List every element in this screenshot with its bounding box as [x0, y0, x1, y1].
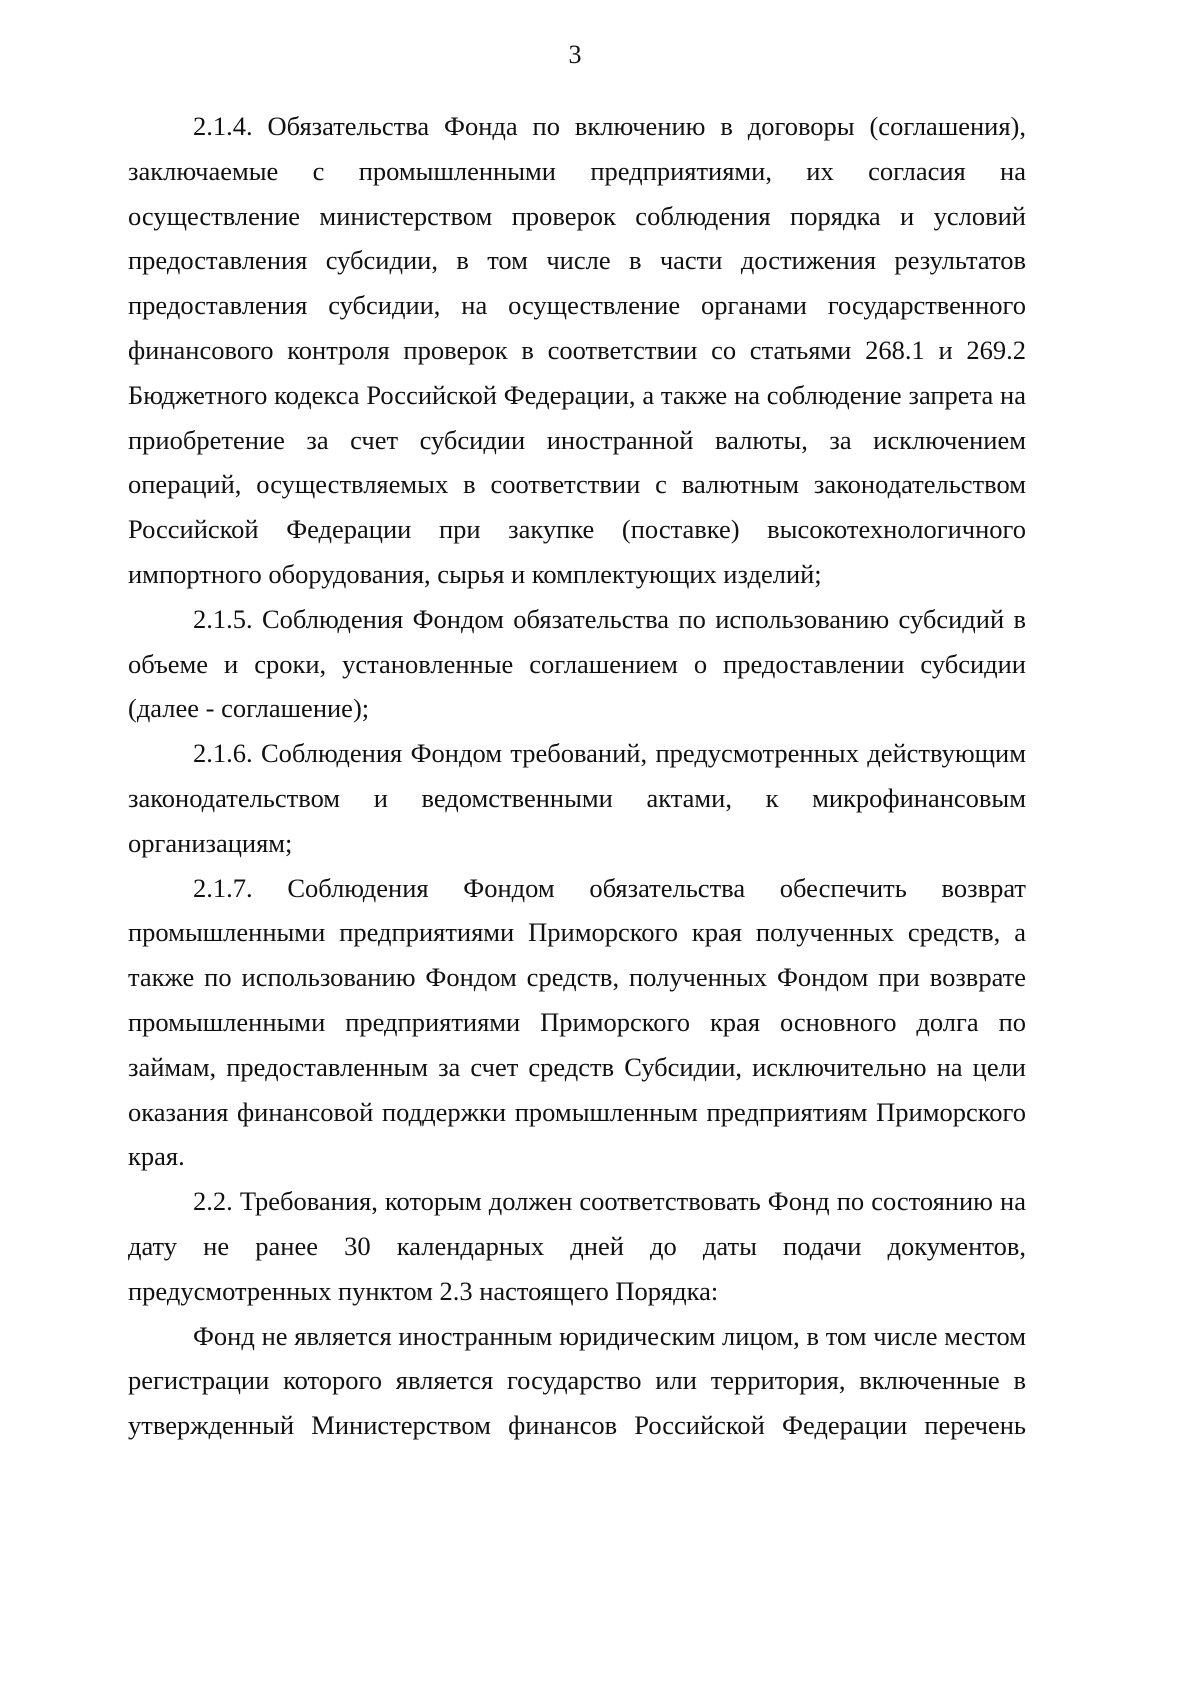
- paragraph-2-1-5: 2.1.5. Соблюдения Фондом обязательства по использованию субсидий в объеме и сроки, установленные соглашением о предоставлении субсидии (далее - соглашение);: [128, 603, 1026, 724]
- paragraph-2-1-6: 2.1.6. Соблюдения Фондом требований, предусмотренных действующим законодательством и ведомственными актами, к микрофинансовым организациям;: [128, 738, 1026, 858]
- paragraph-2-2-fund-requirement: Фонд не является иностранным юридическим лицом, в том числе местом регистрации которого является государство или территория, включенные в утвержденный Министерством финансов Российской Федерации перечень: [128, 1320, 1026, 1441]
- page-number: 3: [568, 40, 582, 69]
- paragraph-2-2: 2.2. Требования, которым должен соответствовать Фонд по состоянию на дату не ранее 30 календарных дней до даты подачи документов, предусмотренных пунктом 2.3 настоящего Порядка:: [128, 1186, 1026, 1306]
- paragraph-2-1-7: 2.1.7. Соблюдения Фондом обязательства обеспечить возврат промышленными предприятиями Приморского края полученных средств, а также по использованию Фондом средств, полученных Фондом при возврате промышленными предприятиями Приморского края основного долга по займам, предоставленным за счет средств Субсидии, исключительно на цели оказания финансовой поддержки промышленным предприятиям Приморского края.: [128, 872, 1026, 1172]
- paragraph-2-1-4: 2.1.4. Обязательства Фонда по включению в договоры (соглашения), заключаемые с промышленными предприятиями, их согласия на осуществление министерством проверок соблюдения порядка и условий предоставления субсидии, в том числе в части достижения результатов предоставления субсидии, на осуществление органами государственного финансового контроля проверок в соответствии со статьями 268.1 и 269.2 Бюджетного кодекса Российской Федерации, а также на соблюдение запрета на приобретение за счет субсидии иностранной валюты, за исключением операций, осуществляемых в соответствии с валютным законодательством Российской Федерации при закупке (поставке) высокотехнологичного импортного оборудования, сырья и комплектующих изделий;: [128, 111, 1026, 589]
- document-body: [128, 104, 1026, 1448]
